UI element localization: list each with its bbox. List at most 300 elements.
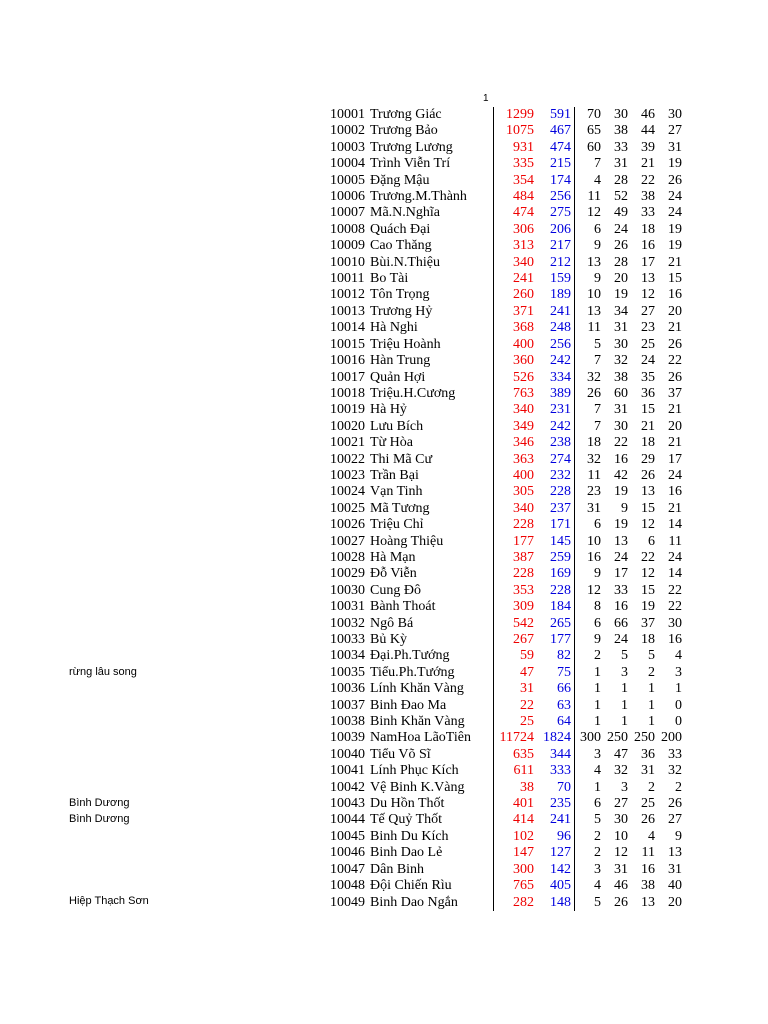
hp-value: 387 xyxy=(494,550,538,566)
hp-value: 305 xyxy=(494,484,538,500)
table-row xyxy=(330,419,682,435)
mp-value: 215 xyxy=(537,156,575,172)
stat-4: 21 xyxy=(668,402,682,418)
table-row xyxy=(330,812,682,828)
stat-2: 49 xyxy=(614,205,628,221)
stat-4: 33 xyxy=(668,746,682,762)
hp-value: 59 xyxy=(494,648,538,664)
unit-name: Lưu Bích xyxy=(370,418,424,434)
table-row xyxy=(330,616,682,632)
unit-name: Lính Phục Kích xyxy=(370,763,459,779)
stat-1: 6 xyxy=(594,517,601,533)
stat-2: 28 xyxy=(614,172,628,188)
table-row xyxy=(330,402,682,418)
stat-2: 250 xyxy=(607,730,628,746)
hp-value: 267 xyxy=(494,632,538,648)
hp-value: 313 xyxy=(494,238,538,254)
unit-name: Quản Hợi xyxy=(370,369,426,385)
unit-name: Bo Tài xyxy=(370,271,409,287)
table-row xyxy=(330,517,682,533)
unit-id: 10010 xyxy=(330,254,365,270)
mp-value: 241 xyxy=(537,304,575,320)
mp-value: 82 xyxy=(537,648,575,664)
stat-1: 11 xyxy=(587,320,601,336)
stat-2: 31 xyxy=(614,156,628,172)
hp-value: 241 xyxy=(494,271,538,287)
stat-3: 35 xyxy=(641,369,655,385)
hp-value: 31 xyxy=(494,681,538,697)
unit-name: Bành Thoát xyxy=(370,599,436,615)
unit-id: 10047 xyxy=(330,861,365,877)
stat-1: 1 xyxy=(594,714,601,730)
stat-4: 0 xyxy=(675,714,682,730)
stat-2: 31 xyxy=(614,402,628,418)
hp-value: 340 xyxy=(494,501,538,517)
side-note: Hiệp Thạch Sơn xyxy=(69,895,149,908)
mp-value: 235 xyxy=(537,796,575,812)
stat-1: 12 xyxy=(587,582,601,598)
unit-name: Trình Viễn Trí xyxy=(370,156,451,172)
stat-3: 26 xyxy=(641,467,655,483)
unit-name: Tế Quỷ Thốt xyxy=(370,812,443,828)
stat-1: 7 xyxy=(594,402,601,418)
unit-id: 10007 xyxy=(330,205,365,221)
stat-1: 9 xyxy=(594,238,601,254)
mp-value: 242 xyxy=(537,419,575,435)
stat-3: 2 xyxy=(648,664,655,680)
stat-1: 26 xyxy=(587,385,601,401)
mp-value: 206 xyxy=(537,222,575,238)
stat-4: 24 xyxy=(668,189,682,205)
stat-1: 1 xyxy=(594,779,601,795)
hp-value: 360 xyxy=(494,353,538,369)
table-row xyxy=(330,238,682,254)
stat-1: 10 xyxy=(587,533,601,549)
stat-3: 1 xyxy=(648,681,655,697)
mp-value: 389 xyxy=(537,386,575,402)
stat-4: 3 xyxy=(675,664,682,680)
table-row xyxy=(330,665,682,681)
stat-2: 3 xyxy=(621,779,628,795)
stat-4: 40 xyxy=(668,878,682,894)
hp-value: 1075 xyxy=(494,123,538,139)
stat-4: 14 xyxy=(668,517,682,533)
stat-3: 22 xyxy=(641,172,655,188)
table-row xyxy=(330,550,682,566)
unit-id: 10036 xyxy=(330,681,365,697)
table-row xyxy=(330,320,682,336)
stat-4: 17 xyxy=(668,451,682,467)
unit-name: Hà Hỷ xyxy=(370,402,407,418)
unit-name: Mã.N.Nghĩa xyxy=(370,205,440,221)
unit-name: Hoàng Thiệu xyxy=(370,533,444,549)
unit-id: 10040 xyxy=(330,746,365,762)
stat-1: 5 xyxy=(594,812,601,828)
side-note: Bình Dương xyxy=(69,813,130,826)
mp-value: 66 xyxy=(537,681,575,697)
unit-name: Binh Dao Ngắn xyxy=(370,894,458,910)
stat-3: 31 xyxy=(641,763,655,779)
unit-name: Tiểu.Ph.Tướng xyxy=(370,664,455,680)
stat-4: 0 xyxy=(675,697,682,713)
table-row xyxy=(330,255,682,271)
hp-value: 340 xyxy=(494,402,538,418)
stat-4: 27 xyxy=(668,123,682,139)
unit-id: 10033 xyxy=(330,632,365,647)
stat-4: 14 xyxy=(668,566,682,582)
hp-value: 11724 xyxy=(494,730,538,746)
stat-1: 9 xyxy=(594,566,601,582)
unit-id: 10029 xyxy=(330,566,365,582)
table-row xyxy=(330,140,682,156)
stat-2: 24 xyxy=(614,549,628,565)
stat-2: 30 xyxy=(614,812,628,828)
unit-id: 10015 xyxy=(330,336,365,352)
stat-3: 38 xyxy=(641,189,655,205)
stat-4: 1 xyxy=(675,681,682,697)
stat-2: 19 xyxy=(614,484,628,500)
stat-1: 11 xyxy=(587,467,601,483)
table-row xyxy=(330,681,682,697)
stat-1: 12 xyxy=(587,205,601,221)
hp-value: 526 xyxy=(494,370,538,386)
hp-value: 260 xyxy=(494,287,538,303)
table-row xyxy=(330,435,682,451)
stat-4: 21 xyxy=(668,254,682,270)
mp-value: 63 xyxy=(537,698,575,714)
unit-id: 10017 xyxy=(330,369,365,385)
stat-4: 24 xyxy=(668,467,682,483)
mp-value: 259 xyxy=(537,550,575,566)
hp-value: 368 xyxy=(494,320,538,336)
stat-2: 33 xyxy=(614,582,628,598)
stat-2: 27 xyxy=(614,796,628,812)
stat-3: 24 xyxy=(641,353,655,369)
unit-name: Trương Hỷ xyxy=(370,303,433,319)
unit-name: Cao Thăng xyxy=(370,238,432,254)
stat-3: 13 xyxy=(641,271,655,287)
stat-3: 26 xyxy=(641,812,655,828)
unit-name: Trương Lương xyxy=(370,139,453,155)
unit-name: Đại.Ph.Tướng xyxy=(370,648,450,664)
table-row xyxy=(330,173,682,189)
unit-name: Trương Bảo xyxy=(370,123,438,139)
stat-3: 36 xyxy=(641,746,655,762)
mp-value: 467 xyxy=(537,123,575,139)
stat-2: 3 xyxy=(621,664,628,680)
hp-value: 371 xyxy=(494,304,538,320)
stat-4: 24 xyxy=(668,205,682,221)
stat-1: 2 xyxy=(594,845,601,861)
unit-id: 10028 xyxy=(330,549,365,565)
mp-value: 248 xyxy=(537,320,575,336)
stat-1: 16 xyxy=(587,549,601,565)
table-row xyxy=(330,107,682,123)
table-row xyxy=(330,763,682,779)
stat-2: 38 xyxy=(614,123,628,139)
stat-4: 26 xyxy=(668,336,682,352)
hp-value: 300 xyxy=(494,862,538,878)
hp-value: 340 xyxy=(494,255,538,271)
stat-2: 34 xyxy=(614,303,628,319)
stat-1: 13 xyxy=(587,254,601,270)
stat-2: 26 xyxy=(614,894,628,910)
stat-2: 47 xyxy=(614,746,628,762)
stat-4: 19 xyxy=(668,221,682,237)
stat-3: 16 xyxy=(641,861,655,877)
unit-id: 10031 xyxy=(330,599,365,615)
hp-value: 400 xyxy=(494,468,538,484)
stat-3: 29 xyxy=(641,451,655,467)
stat-2: 30 xyxy=(614,107,628,122)
stat-2: 5 xyxy=(621,648,628,664)
stat-2: 66 xyxy=(614,615,628,631)
stat-4: 26 xyxy=(668,369,682,385)
table-row xyxy=(330,895,682,911)
table-row xyxy=(330,698,682,714)
table-row xyxy=(330,845,682,861)
stat-3: 25 xyxy=(641,796,655,812)
hp-value: 228 xyxy=(494,517,538,533)
stat-1: 4 xyxy=(594,763,601,779)
stat-1: 10 xyxy=(587,287,601,303)
stat-3: 21 xyxy=(641,156,655,172)
unit-name: Hà Nghi xyxy=(370,320,418,336)
unit-id: 10003 xyxy=(330,139,365,155)
unit-id: 10037 xyxy=(330,697,365,713)
stat-4: 19 xyxy=(668,238,682,254)
stat-3: 12 xyxy=(641,287,655,303)
unit-name: Đỗ Viễn xyxy=(370,566,417,582)
table-row xyxy=(330,583,682,599)
table-row xyxy=(330,353,682,369)
stat-3: 1 xyxy=(648,697,655,713)
stat-2: 19 xyxy=(614,287,628,303)
mp-value: 142 xyxy=(537,862,575,878)
table-row xyxy=(330,534,682,550)
unit-name: Tôn Trọng xyxy=(370,287,430,303)
unit-name: Triệu Hoành xyxy=(370,336,441,352)
stat-2: 19 xyxy=(614,517,628,533)
table-row xyxy=(330,780,682,796)
hp-value: 228 xyxy=(494,566,538,582)
hp-value: 635 xyxy=(494,747,538,763)
stat-2: 10 xyxy=(614,828,628,844)
hp-value: 484 xyxy=(494,189,538,205)
mp-value: 159 xyxy=(537,271,575,287)
stat-2: 32 xyxy=(614,763,628,779)
page-number: 1 xyxy=(483,93,489,104)
stat-2: 17 xyxy=(614,566,628,582)
stat-2: 1 xyxy=(621,714,628,730)
table-row xyxy=(330,337,682,353)
unit-id: 10018 xyxy=(330,385,365,401)
stat-1: 18 xyxy=(587,435,601,451)
stat-4: 20 xyxy=(668,894,682,910)
stat-2: 26 xyxy=(614,238,628,254)
stat-1: 1 xyxy=(594,664,601,680)
mp-value: 174 xyxy=(537,173,575,189)
hp-value: 177 xyxy=(494,534,538,550)
stat-3: 21 xyxy=(641,418,655,434)
mp-value: 256 xyxy=(537,337,575,353)
table-row xyxy=(330,468,682,484)
table-row xyxy=(330,730,682,746)
stat-3: 19 xyxy=(641,599,655,615)
stat-4: 30 xyxy=(668,107,682,122)
hp-value: 25 xyxy=(494,714,538,730)
unit-id: 10038 xyxy=(330,714,365,730)
stat-2: 28 xyxy=(614,254,628,270)
stat-2: 1 xyxy=(621,681,628,697)
unit-name: Vệ Binh K.Vàng xyxy=(370,779,465,795)
stat-4: 21 xyxy=(668,435,682,451)
stat-1: 3 xyxy=(594,861,601,877)
unit-id: 10034 xyxy=(330,648,365,664)
stat-3: 22 xyxy=(641,549,655,565)
stat-1: 11 xyxy=(587,189,601,205)
mp-value: 189 xyxy=(537,287,575,303)
stat-4: 19 xyxy=(668,156,682,172)
stat-3: 27 xyxy=(641,303,655,319)
stat-3: 1 xyxy=(648,714,655,730)
unit-id: 10026 xyxy=(330,517,365,533)
stat-1: 65 xyxy=(587,123,601,139)
table-row xyxy=(330,271,682,287)
unit-name: Trần Bại xyxy=(370,467,419,483)
stat-4: 20 xyxy=(668,303,682,319)
hp-value: 346 xyxy=(494,435,538,451)
stat-3: 17 xyxy=(641,254,655,270)
table-row xyxy=(330,632,682,648)
stat-4: 22 xyxy=(668,599,682,615)
unit-id: 10008 xyxy=(330,221,365,237)
stat-2: 52 xyxy=(614,189,628,205)
unit-id: 10027 xyxy=(330,533,365,549)
stat-3: 25 xyxy=(641,336,655,352)
stat-1: 9 xyxy=(594,271,601,287)
stat-4: 26 xyxy=(668,172,682,188)
table-row xyxy=(330,484,682,500)
unit-stats-table xyxy=(330,107,682,911)
unit-name: Cung Đô xyxy=(370,582,421,598)
stat-3: 33 xyxy=(641,205,655,221)
table-row xyxy=(330,222,682,238)
hp-value: 611 xyxy=(494,763,538,779)
side-note: Bình Dương xyxy=(69,796,130,809)
stat-4: 24 xyxy=(668,549,682,565)
unit-id: 10024 xyxy=(330,484,365,500)
stat-1: 300 xyxy=(580,730,601,746)
unit-name: Binh Du Kích xyxy=(370,828,449,844)
mp-value: 405 xyxy=(537,878,575,894)
unit-name: Thi Mã Cư xyxy=(370,451,433,467)
stat-2: 31 xyxy=(614,861,628,877)
table-row xyxy=(330,862,682,878)
stat-1: 6 xyxy=(594,615,601,631)
unit-name: NamHoa LãoTiên xyxy=(370,730,471,746)
stat-3: 18 xyxy=(641,435,655,451)
mp-value: 64 xyxy=(537,714,575,730)
stat-1: 2 xyxy=(594,828,601,844)
hp-value: 931 xyxy=(494,140,538,156)
hp-value: 363 xyxy=(494,452,538,468)
unit-name: Đặng Mậu xyxy=(370,172,430,188)
hp-value: 335 xyxy=(494,156,538,172)
stat-4: 26 xyxy=(668,796,682,812)
stat-2: 38 xyxy=(614,369,628,385)
unit-id: 10002 xyxy=(330,123,365,139)
stat-4: 11 xyxy=(668,533,682,549)
stat-3: 13 xyxy=(641,484,655,500)
stat-1: 32 xyxy=(587,451,601,467)
hp-value: 354 xyxy=(494,173,538,189)
table-row xyxy=(330,747,682,763)
mp-value: 145 xyxy=(537,534,575,550)
unit-name: Hà Mạn xyxy=(370,549,416,565)
unit-id: 10013 xyxy=(330,303,365,319)
hp-value: 38 xyxy=(494,780,538,796)
stat-1: 4 xyxy=(594,172,601,188)
hp-value: 474 xyxy=(494,205,538,221)
unit-name: Triệu.H.Cương xyxy=(370,385,456,401)
stat-2: 9 xyxy=(621,500,628,516)
stat-3: 6 xyxy=(648,533,655,549)
table-row xyxy=(330,156,682,172)
mp-value: 228 xyxy=(537,583,575,599)
unit-id: 10014 xyxy=(330,320,365,336)
hp-value: 401 xyxy=(494,796,538,812)
stat-1: 5 xyxy=(594,894,601,910)
stat-3: 44 xyxy=(641,123,655,139)
unit-name: Tiểu Võ Sĩ xyxy=(370,746,431,762)
stat-1: 7 xyxy=(594,418,601,434)
mp-value: 96 xyxy=(537,829,575,845)
stat-1: 7 xyxy=(594,353,601,369)
stat-2: 24 xyxy=(614,632,628,647)
stat-3: 5 xyxy=(648,648,655,664)
unit-name: Triệu Chỉ xyxy=(370,517,424,533)
stat-1: 60 xyxy=(587,139,601,155)
stat-3: 38 xyxy=(641,878,655,894)
stat-1: 3 xyxy=(594,746,601,762)
stat-4: 16 xyxy=(668,484,682,500)
stat-2: 32 xyxy=(614,353,628,369)
unit-name: Trương.M.Thành xyxy=(370,189,467,205)
unit-name: Quách Đại xyxy=(370,221,431,237)
table-row xyxy=(330,566,682,582)
stat-1: 6 xyxy=(594,221,601,237)
mp-value: 591 xyxy=(537,107,575,123)
unit-name: Trương Giác xyxy=(370,107,442,122)
hp-value: 763 xyxy=(494,386,538,402)
mp-value: 344 xyxy=(537,747,575,763)
stat-2: 42 xyxy=(614,467,628,483)
unit-id: 10019 xyxy=(330,402,365,418)
hp-value: 22 xyxy=(494,698,538,714)
stat-2: 13 xyxy=(614,533,628,549)
mp-value: 333 xyxy=(537,763,575,779)
stat-1: 31 xyxy=(587,500,601,516)
unit-id: 10049 xyxy=(330,894,365,910)
unit-id: 10016 xyxy=(330,353,365,369)
mp-value: 228 xyxy=(537,484,575,500)
unit-id: 10030 xyxy=(330,582,365,598)
hp-value: 400 xyxy=(494,337,538,353)
stat-4: 2 xyxy=(675,779,682,795)
table-row xyxy=(330,648,682,664)
stat-2: 24 xyxy=(614,221,628,237)
